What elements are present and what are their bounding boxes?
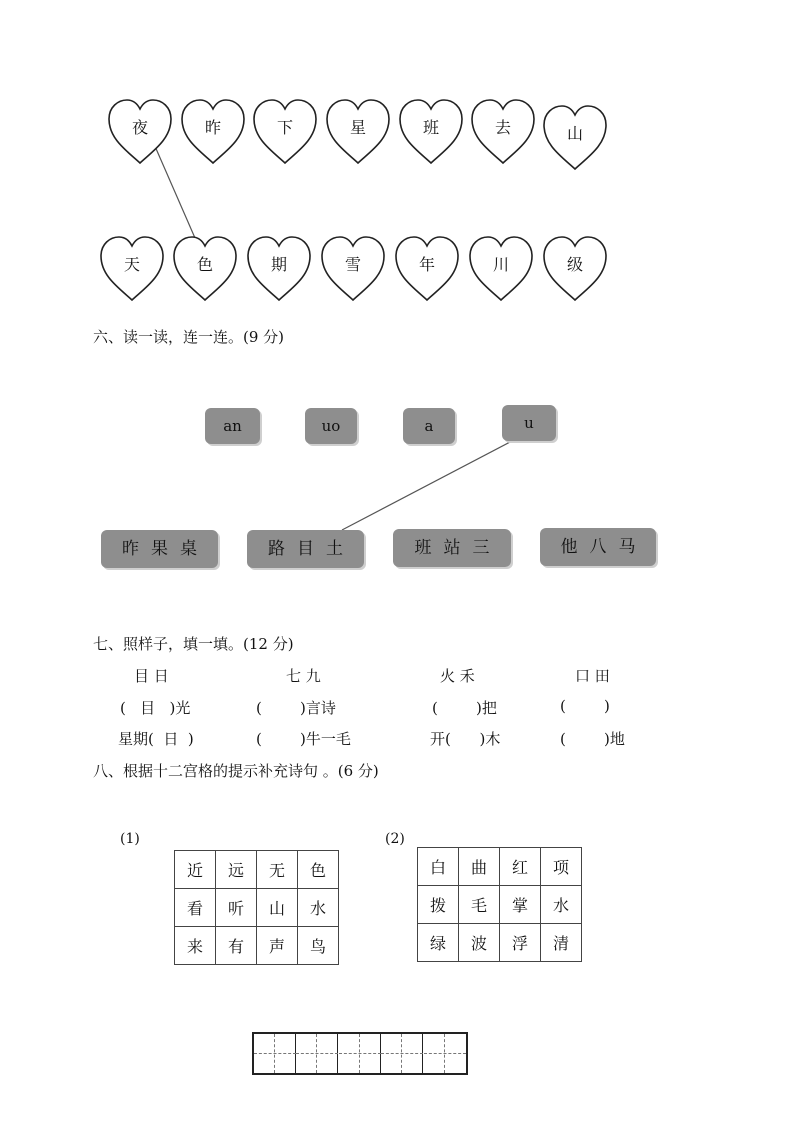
grid-cell: 水	[298, 889, 339, 927]
grid-row	[418, 886, 582, 924]
grid-row	[175, 927, 339, 965]
hint-grid-1	[174, 850, 339, 965]
heart-top-2[interactable]	[178, 97, 248, 167]
heart-top-7[interactable]	[540, 103, 610, 173]
heart-char: 天	[123, 255, 140, 274]
heart-char: 年	[418, 255, 435, 274]
pinyin-card-u[interactable]: u	[502, 405, 556, 441]
grid-row	[418, 848, 582, 886]
heart-char: 去	[494, 118, 511, 137]
grid-cell: 红	[500, 848, 541, 886]
answer-cell[interactable]	[254, 1034, 296, 1073]
char-card-1[interactable]: 昨果桌	[101, 530, 218, 568]
heart-top-1[interactable]	[105, 97, 175, 167]
fill-blank-1-3[interactable]: ( )把	[432, 699, 497, 717]
grid-row	[418, 924, 582, 962]
char-card-4[interactable]: 他八马	[540, 528, 656, 566]
fill-blank-1-2[interactable]: ( )言诗	[256, 699, 336, 717]
fill-blank-2-4[interactable]: ( )地	[560, 730, 625, 748]
pinyin-card-a[interactable]: a	[403, 408, 455, 444]
heart-bottom-4[interactable]	[318, 234, 388, 304]
heart-char: 下	[276, 118, 293, 137]
heart-char: 雪	[344, 255, 361, 274]
grid-cell: 近	[175, 851, 216, 889]
grid-cell: 项	[541, 848, 582, 886]
grid-cell: 看	[175, 889, 216, 927]
answer-writing-box[interactable]	[252, 1032, 468, 1075]
grid-cell: 拨	[418, 886, 459, 924]
grid-cell: 来	[175, 927, 216, 965]
example-3: 火 禾	[440, 667, 475, 685]
section-7-title: 七、照样子，填一填。(12 分)	[93, 635, 294, 653]
answer-cell[interactable]	[296, 1034, 338, 1073]
grid-cell: 水	[541, 886, 582, 924]
section-8-title: 八、根据十二宫格的提示补充诗句 。(6 分)	[93, 762, 379, 780]
grid-cell: 清	[541, 924, 582, 962]
grid-cell: 听	[216, 889, 257, 927]
grid-cell: 毛	[459, 886, 500, 924]
grid-2-label: (2)	[385, 831, 405, 847]
fill-blank-1-1[interactable]: ( 目 )光	[120, 699, 191, 717]
heart-char: 色	[196, 255, 213, 274]
heart-top-5[interactable]	[396, 97, 466, 167]
answer-cell[interactable]	[381, 1034, 423, 1073]
example-4: 口 田	[575, 667, 610, 685]
heart-bottom-7[interactable]	[540, 234, 610, 304]
heart-char: 星	[349, 118, 366, 137]
answer-cell[interactable]	[339, 1034, 381, 1073]
grid-row	[175, 851, 339, 889]
grid-row	[175, 889, 339, 927]
heart-bottom-2[interactable]	[170, 234, 240, 304]
heart-bottom-6[interactable]	[466, 234, 536, 304]
grid-cell: 远	[216, 851, 257, 889]
char-card-3[interactable]: 班站三	[393, 529, 511, 567]
heart-char: 川	[492, 255, 509, 274]
grid-cell: 掌	[500, 886, 541, 924]
heart-char: 级	[566, 255, 583, 274]
heart-char: 昨	[204, 118, 221, 137]
pinyin-card-an[interactable]: an	[205, 408, 260, 444]
grid-cell: 绿	[418, 924, 459, 962]
fill-blank-2-2[interactable]: ( )牛一毛	[256, 730, 351, 748]
grid-cell: 曲	[459, 848, 500, 886]
grid-cell: 波	[459, 924, 500, 962]
fill-blank-2-1[interactable]: 星期( 日 )	[118, 730, 194, 748]
fill-blank-2-3[interactable]: 开( )木	[430, 730, 501, 748]
grid-cell: 无	[257, 851, 298, 889]
answer-cell[interactable]	[424, 1034, 466, 1073]
heart-bottom-1[interactable]	[97, 234, 167, 304]
section-6-title: 六、读一读，连一连。(9 分)	[93, 328, 285, 346]
heart-char: 班	[422, 118, 439, 137]
grid-1-label: (1)	[120, 831, 140, 847]
example-1: 目 日	[134, 667, 169, 685]
grid-cell: 色	[298, 851, 339, 889]
grid-cell: 白	[418, 848, 459, 886]
grid-cell: 山	[257, 889, 298, 927]
char-card-2[interactable]: 路目土	[247, 530, 364, 568]
heart-char: 山	[566, 124, 583, 143]
grid-cell: 浮	[500, 924, 541, 962]
heart-top-6[interactable]	[468, 97, 538, 167]
grid-cell: 声	[257, 927, 298, 965]
heart-char: 期	[270, 255, 287, 274]
heart-char: 夜	[131, 118, 148, 137]
pinyin-card-uo[interactable]: uo	[305, 408, 357, 444]
example-2: 七 九	[286, 667, 321, 685]
heart-top-3[interactable]	[250, 97, 320, 167]
hint-grid-2	[417, 847, 582, 962]
fill-blank-1-4[interactable]: ( )	[560, 697, 610, 715]
pinyin-connect-line	[342, 441, 512, 530]
grid-cell: 鸟	[298, 927, 339, 965]
grid-cell: 有	[216, 927, 257, 965]
heart-top-4[interactable]	[323, 97, 393, 167]
heart-bottom-3[interactable]	[244, 234, 314, 304]
heart-bottom-5[interactable]	[392, 234, 462, 304]
